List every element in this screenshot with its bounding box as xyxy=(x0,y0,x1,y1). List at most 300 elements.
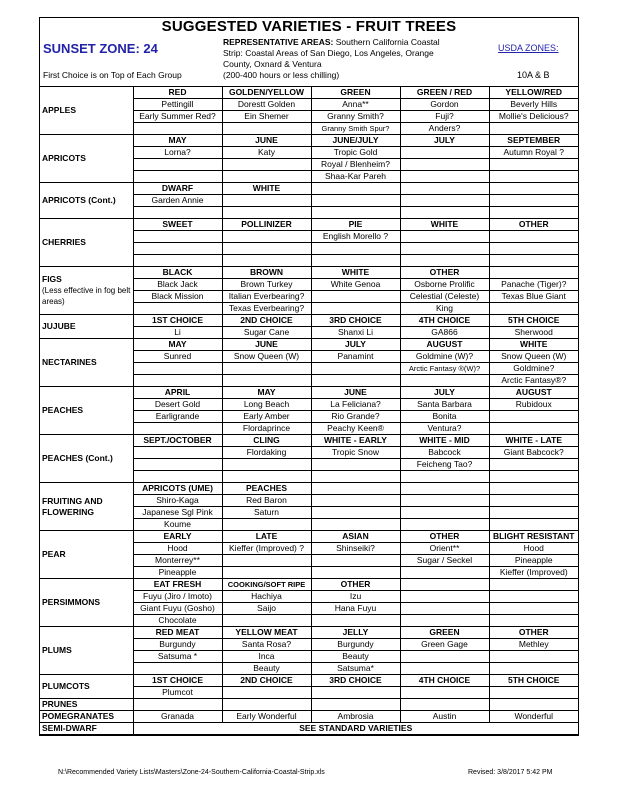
column-header-cell: RED MEAT xyxy=(133,627,222,639)
column-header-cell: JELLY xyxy=(311,627,400,639)
table-row xyxy=(40,267,578,279)
group-label: CHERRIES xyxy=(42,237,86,247)
variety-cell xyxy=(400,231,489,243)
variety-cell: King xyxy=(400,303,489,315)
variety-cell xyxy=(400,591,489,603)
table-row xyxy=(40,483,578,495)
column-header-cell: JULY xyxy=(311,339,400,351)
group-label: PERSIMMONS xyxy=(42,597,101,607)
rep-areas-text-1: Southern California Coastal xyxy=(333,37,440,47)
variety-cell xyxy=(311,555,400,567)
variety-cell: Kieffer (Improved) xyxy=(489,567,578,579)
table-row xyxy=(40,339,578,351)
column-header-cell: APRICOTS (UME) xyxy=(133,483,222,495)
variety-cell xyxy=(311,507,400,519)
variety-cell: Plumcot xyxy=(133,687,222,699)
variety-cell xyxy=(489,615,578,627)
usda-zones-link[interactable]: USDA ZONES: xyxy=(498,43,559,53)
variety-cell: Anders? xyxy=(400,123,489,135)
variety-cell xyxy=(400,495,489,507)
variety-cell: Osborne Prolific xyxy=(400,279,489,291)
variety-cell: Hood xyxy=(489,543,578,555)
variety-cell: Hood xyxy=(133,543,222,555)
variety-cell xyxy=(222,159,311,171)
column-header-cell xyxy=(400,483,489,495)
column-header-cell: BLIGHT RESISTANT xyxy=(489,531,578,543)
column-header-cell: OTHER xyxy=(400,267,489,279)
variety-cell xyxy=(222,687,311,699)
variety-cell: Long Beach xyxy=(222,399,311,411)
variety-cell xyxy=(133,207,222,219)
variety-cell: Panache (Tiger)? xyxy=(489,279,578,291)
variety-cell xyxy=(400,471,489,483)
variety-cell xyxy=(489,231,578,243)
variety-cell xyxy=(489,207,578,219)
variety-cell: Granny Smith? xyxy=(311,111,400,123)
variety-cell: Orient** xyxy=(400,543,489,555)
variety-cell: Ein Shemer xyxy=(222,111,311,123)
variety-cell xyxy=(222,555,311,567)
variety-cell xyxy=(133,171,222,183)
variety-cell xyxy=(489,687,578,699)
column-header-cell: EARLY xyxy=(133,531,222,543)
variety-cell: La Feliciana? xyxy=(311,399,400,411)
variety-cell xyxy=(489,423,578,435)
group-label: APRICOTS (Cont.) xyxy=(42,195,116,205)
column-header-cell: SEPT./OCTOBER xyxy=(133,435,222,447)
variety-cell: Hachiya xyxy=(222,591,311,603)
variety-cell: Early Wonderful xyxy=(222,711,311,723)
variety-cell: English Morello ? xyxy=(311,231,400,243)
variety-cell: Rio Grande? xyxy=(311,411,400,423)
column-header-cell: WHITE xyxy=(311,267,400,279)
variety-cell: Early Summer Red? xyxy=(133,111,222,123)
variety-cell: Santa Barbara xyxy=(400,399,489,411)
variety-cell: Black Jack xyxy=(133,279,222,291)
variety-cell xyxy=(400,243,489,255)
page-title: SUGGESTED VARIETIES - FRUIT TREES xyxy=(161,18,457,35)
variety-cell xyxy=(222,243,311,255)
variety-cell xyxy=(311,243,400,255)
variety-cell xyxy=(489,471,578,483)
column-header-cell xyxy=(489,483,578,495)
variety-cell xyxy=(222,375,311,387)
column-header-cell: WHITE - LATE xyxy=(489,435,578,447)
variety-cell: Fuyu (Jiro / Imoto) xyxy=(133,591,222,603)
variety-cell: Pineapple xyxy=(489,555,578,567)
variety-cell xyxy=(400,255,489,267)
variety-cell: Inca xyxy=(222,651,311,663)
variety-cell xyxy=(489,591,578,603)
table-row xyxy=(40,87,578,99)
variety-cell: Satsuma * xyxy=(133,651,222,663)
table-row xyxy=(40,711,578,723)
variety-cell xyxy=(400,375,489,387)
variety-cell xyxy=(133,231,222,243)
group-label-cell xyxy=(40,315,133,339)
group-label-cell xyxy=(40,483,133,531)
merged-cell: SEE STANDARD VARIETIES xyxy=(133,723,578,735)
variety-cell: Green Gage xyxy=(400,639,489,651)
column-header-cell: SWEET xyxy=(133,219,222,231)
column-header-cell: 5TH CHOICE xyxy=(489,315,578,327)
variety-cell: Chocolate xyxy=(133,615,222,627)
table-row xyxy=(40,183,578,195)
variety-cell: Li xyxy=(133,327,222,339)
variety-cell: Methley xyxy=(489,639,578,651)
table-row xyxy=(40,723,578,735)
variety-cell xyxy=(489,195,578,207)
column-header-cell: OTHER xyxy=(489,219,578,231)
variety-cell: Granada xyxy=(133,711,222,723)
group-label-cell xyxy=(40,531,133,579)
column-header-cell: PEACHES xyxy=(222,483,311,495)
variety-cell xyxy=(222,363,311,375)
variety-cell xyxy=(489,123,578,135)
group-label: PLUMCOTS xyxy=(42,681,90,691)
variety-cell xyxy=(311,195,400,207)
variety-cell xyxy=(311,363,400,375)
variety-cell xyxy=(133,423,222,435)
first-choice-note: First Choice is on Top of Each Group xyxy=(43,70,182,80)
usda-zones-value: 10A & B xyxy=(517,70,550,80)
table-row xyxy=(40,315,578,327)
variety-cell: Feicheng Tao? xyxy=(400,459,489,471)
variety-cell: Beauty xyxy=(311,651,400,663)
variety-cell xyxy=(222,519,311,531)
sheet-header xyxy=(40,18,578,87)
column-header-cell: AUGUST xyxy=(489,387,578,399)
group-label: NECTARINES xyxy=(42,357,97,367)
column-header-cell: 4TH CHOICE xyxy=(400,315,489,327)
variety-cell xyxy=(489,411,578,423)
variety-cell xyxy=(489,495,578,507)
column-header-cell: JULY xyxy=(400,135,489,147)
column-header-cell: 1ST CHOICE xyxy=(133,675,222,687)
variety-cell: Izu xyxy=(311,591,400,603)
rep-areas-label: REPRESENTATIVE AREAS: xyxy=(223,37,334,47)
column-header-cell: 1ST CHOICE xyxy=(133,315,222,327)
variety-cell xyxy=(400,687,489,699)
variety-cell xyxy=(311,291,400,303)
variety-cell: Ambrosia xyxy=(311,711,400,723)
variety-cell: Pettingill xyxy=(133,99,222,111)
variety-cell xyxy=(133,663,222,675)
table-row xyxy=(40,531,578,543)
column-header-cell: BROWN xyxy=(222,267,311,279)
variety-cell: Desert Gold xyxy=(133,399,222,411)
group-label-cell xyxy=(40,387,133,435)
group-label-cell xyxy=(40,435,133,483)
column-header-cell: WHITE - EARLY xyxy=(311,435,400,447)
variety-cell xyxy=(489,603,578,615)
column-header-cell: MAY xyxy=(222,387,311,399)
variety-cell xyxy=(222,471,311,483)
variety-cell xyxy=(311,303,400,315)
variety-cell: Lorna? xyxy=(133,147,222,159)
variety-cell: Rubidoux xyxy=(489,399,578,411)
variety-cell xyxy=(311,255,400,267)
group-label: PEACHES (Cont.) xyxy=(42,453,113,463)
group-label: PEAR xyxy=(42,549,66,559)
variety-cell: Snow Queen (W) xyxy=(222,351,311,363)
variety-cell: Sherwood xyxy=(489,327,578,339)
variety-cell: Beauty xyxy=(222,663,311,675)
variety-cell xyxy=(311,207,400,219)
group-label-cell xyxy=(40,699,133,711)
variety-cell: Burgundy xyxy=(311,639,400,651)
column-header-cell xyxy=(489,183,578,195)
column-header-cell: GREEN xyxy=(311,87,400,99)
column-header-cell xyxy=(311,183,400,195)
column-header-cell: SEPTEMBER xyxy=(489,135,578,147)
column-header-cell xyxy=(400,183,489,195)
table-row xyxy=(40,135,578,147)
variety-cell xyxy=(133,255,222,267)
column-header-cell xyxy=(400,579,489,591)
variety-cell: Arctic Fantasy ®(W)? xyxy=(400,363,489,375)
column-header-cell: LATE xyxy=(222,531,311,543)
variety-cell xyxy=(489,519,578,531)
variety-cell: Wonderful xyxy=(489,711,578,723)
variety-cell xyxy=(311,495,400,507)
representative-areas xyxy=(223,37,493,81)
variety-cell xyxy=(400,507,489,519)
variety-cell: Giant Fuyu (Gosho) xyxy=(133,603,222,615)
variety-cell: Shaa-Kar Pareh xyxy=(311,171,400,183)
variety-cell xyxy=(400,207,489,219)
variety-cell xyxy=(400,651,489,663)
table-row xyxy=(40,435,578,447)
table-row xyxy=(40,387,578,399)
variety-cell: Sunred xyxy=(133,351,222,363)
variety-cell: Saijo xyxy=(222,603,311,615)
group-label: JUJUBE xyxy=(42,321,76,331)
column-header-cell: JUNE xyxy=(222,135,311,147)
variety-cell: Tropic Gold xyxy=(311,147,400,159)
column-header-cell: APRIL xyxy=(133,387,222,399)
variety-cell: Autumn Royal ? xyxy=(489,147,578,159)
variety-cell xyxy=(311,699,400,711)
variety-cell: Flordaprince xyxy=(222,423,311,435)
variety-cell: Kieffer (Improved) ? xyxy=(222,543,311,555)
variety-cell xyxy=(222,231,311,243)
variety-cell xyxy=(133,303,222,315)
column-header-cell: ASIAN xyxy=(311,531,400,543)
column-header-cell: WHITE xyxy=(222,183,311,195)
column-header-cell: WHITE xyxy=(400,219,489,231)
variety-cell: Fuji? xyxy=(400,111,489,123)
column-header-cell: DWARF xyxy=(133,183,222,195)
variety-cell xyxy=(133,243,222,255)
group-label-cell xyxy=(40,579,133,627)
variety-cell: Koume xyxy=(133,519,222,531)
table-row xyxy=(40,627,578,639)
variety-cell: Ventura? xyxy=(400,423,489,435)
column-header-cell: JUNE xyxy=(222,339,311,351)
column-header-cell: OTHER xyxy=(311,579,400,591)
variety-cell xyxy=(133,159,222,171)
group-label-cell xyxy=(40,219,133,267)
group-label-cell xyxy=(40,339,133,387)
variety-cell xyxy=(489,159,578,171)
variety-cell: Granny Smith Spur? xyxy=(311,123,400,135)
group-label: APPLES xyxy=(42,105,77,115)
variety-cell xyxy=(489,651,578,663)
variety-cell xyxy=(400,615,489,627)
variety-cell: Austin xyxy=(400,711,489,723)
variety-cell: Shinseiki? xyxy=(311,543,400,555)
column-header-cell: WHITE - MID xyxy=(400,435,489,447)
variety-cell: Panamint xyxy=(311,351,400,363)
variety-cell: Brown Turkey xyxy=(222,279,311,291)
column-header-cell: MAY xyxy=(133,339,222,351)
variety-cell: White Genoa xyxy=(311,279,400,291)
variety-cell: Peachy Keen® xyxy=(311,423,400,435)
variety-cell: Pineapple xyxy=(133,567,222,579)
variety-cell xyxy=(133,459,222,471)
table-row xyxy=(40,675,578,687)
variety-cell xyxy=(311,519,400,531)
variety-cell xyxy=(400,699,489,711)
column-header-cell: 2ND CHOICE xyxy=(222,675,311,687)
variety-cell xyxy=(222,195,311,207)
variety-cell: Satsuma* xyxy=(311,663,400,675)
variety-cell xyxy=(400,159,489,171)
column-header-cell: COOKING/SOFT RIPE xyxy=(222,579,311,591)
column-header-cell: GOLDEN/YELLOW xyxy=(222,87,311,99)
variety-cell xyxy=(489,663,578,675)
column-header-cell: POLLINIZER xyxy=(222,219,311,231)
variety-cell: Saturn xyxy=(222,507,311,519)
sunset-zone-label: SUNSET ZONE: 24 xyxy=(43,41,158,56)
column-header-cell: OTHER xyxy=(400,531,489,543)
variety-cell xyxy=(222,615,311,627)
variety-cell: Burgundy xyxy=(133,639,222,651)
column-header-cell: CLING xyxy=(222,435,311,447)
variety-cell: Bonita xyxy=(400,411,489,423)
column-header-cell xyxy=(489,267,578,279)
group-label-cell xyxy=(40,711,133,723)
variety-cell xyxy=(133,363,222,375)
variety-cell: Dorestt Golden xyxy=(222,99,311,111)
variety-cell xyxy=(222,567,311,579)
column-header-cell xyxy=(311,483,400,495)
variety-cell xyxy=(133,123,222,135)
variety-cell xyxy=(400,663,489,675)
variety-cell xyxy=(489,507,578,519)
variety-cell xyxy=(222,255,311,267)
variety-cell: Hana Fuyu xyxy=(311,603,400,615)
column-header-cell: JUNE/JULY xyxy=(311,135,400,147)
table-row xyxy=(40,699,578,711)
group-label: SEMI-DWARF xyxy=(40,723,133,735)
column-header-cell: YELLOW MEAT xyxy=(222,627,311,639)
file-path: N:\Recommended Variety Lists\Masters\Zone-24-Southern-California-Coastal-Strip.xls xyxy=(58,769,325,776)
variety-cell: Beverly Hills xyxy=(489,99,578,111)
variety-cell xyxy=(133,699,222,711)
variety-cell: Italian Everbearing? xyxy=(222,291,311,303)
variety-cell xyxy=(222,207,311,219)
column-header-cell: BLACK xyxy=(133,267,222,279)
group-label: PRUNES xyxy=(42,699,78,709)
variety-cell xyxy=(489,243,578,255)
variety-cell: Katy xyxy=(222,147,311,159)
variety-cell xyxy=(133,471,222,483)
variety-cell: Anna** xyxy=(311,99,400,111)
group-label-cell xyxy=(40,675,133,699)
variety-cell: Garden Annie xyxy=(133,195,222,207)
column-header-cell: 5TH CHOICE xyxy=(489,675,578,687)
variety-cell xyxy=(311,615,400,627)
column-header-cell: AUGUST xyxy=(400,339,489,351)
group-label-cell xyxy=(40,627,133,675)
column-header-cell: RED xyxy=(133,87,222,99)
column-header-cell: GREEN xyxy=(400,627,489,639)
column-header-cell: GREEN / RED xyxy=(400,87,489,99)
column-header-cell: 3RD CHOICE xyxy=(311,315,400,327)
variety-cell xyxy=(311,459,400,471)
column-header-cell: PIE xyxy=(311,219,400,231)
column-header-cell: JULY xyxy=(400,387,489,399)
column-header-cell: OTHER xyxy=(489,627,578,639)
variety-cell: Texas Blue Giant xyxy=(489,291,578,303)
variety-cell xyxy=(400,195,489,207)
group-label: PLUMS xyxy=(42,645,72,655)
variety-cell xyxy=(311,375,400,387)
variety-cell xyxy=(400,603,489,615)
variety-cell: Santa Rosa? xyxy=(222,639,311,651)
variety-cell: Sugar / Seckel xyxy=(400,555,489,567)
variety-cell: Mollie's Delicious? xyxy=(489,111,578,123)
column-header-cell: YELLOW/RED xyxy=(489,87,578,99)
variety-cell xyxy=(311,687,400,699)
group-label: APRICOTS xyxy=(42,153,86,163)
variety-cell xyxy=(222,699,311,711)
group-label: POMEGRANATES xyxy=(42,711,115,721)
variety-cell: Sugar Cane xyxy=(222,327,311,339)
group-label: PEACHES xyxy=(42,405,84,415)
variety-cell: Shanxi Li xyxy=(311,327,400,339)
variety-cell: Monterrey** xyxy=(133,555,222,567)
variety-cell: Royal / Blenheim? xyxy=(311,159,400,171)
variety-cell: Babcock xyxy=(400,447,489,459)
group-label-cell xyxy=(40,87,133,135)
variety-cell: Earligrande xyxy=(133,411,222,423)
variety-cell: Early Amber xyxy=(222,411,311,423)
variety-cell xyxy=(222,123,311,135)
variety-cell xyxy=(400,171,489,183)
variety-cell: Flordaking xyxy=(222,447,311,459)
variety-cell xyxy=(133,375,222,387)
variety-cell xyxy=(489,171,578,183)
variety-cell: Arctic Fantasy®? xyxy=(489,375,578,387)
column-header-cell xyxy=(489,579,578,591)
varieties-table xyxy=(40,87,578,735)
column-header-cell: 4TH CHOICE xyxy=(400,675,489,687)
variety-cell: GA866 xyxy=(400,327,489,339)
variety-cell xyxy=(400,567,489,579)
rep-areas-text-2: Strip: Coastal Areas of San Diego, Los Angeles, Orange xyxy=(223,48,434,58)
variety-cell xyxy=(222,459,311,471)
column-header-cell: EAT FRESH xyxy=(133,579,222,591)
column-header-cell: 2ND CHOICE xyxy=(222,315,311,327)
variety-cell xyxy=(222,171,311,183)
rep-areas-text-3: County, Oxnard & Ventura xyxy=(223,59,322,69)
variety-cell xyxy=(400,519,489,531)
variety-cell: Goldmine (W)? xyxy=(400,351,489,363)
column-header-cell: WHITE xyxy=(489,339,578,351)
